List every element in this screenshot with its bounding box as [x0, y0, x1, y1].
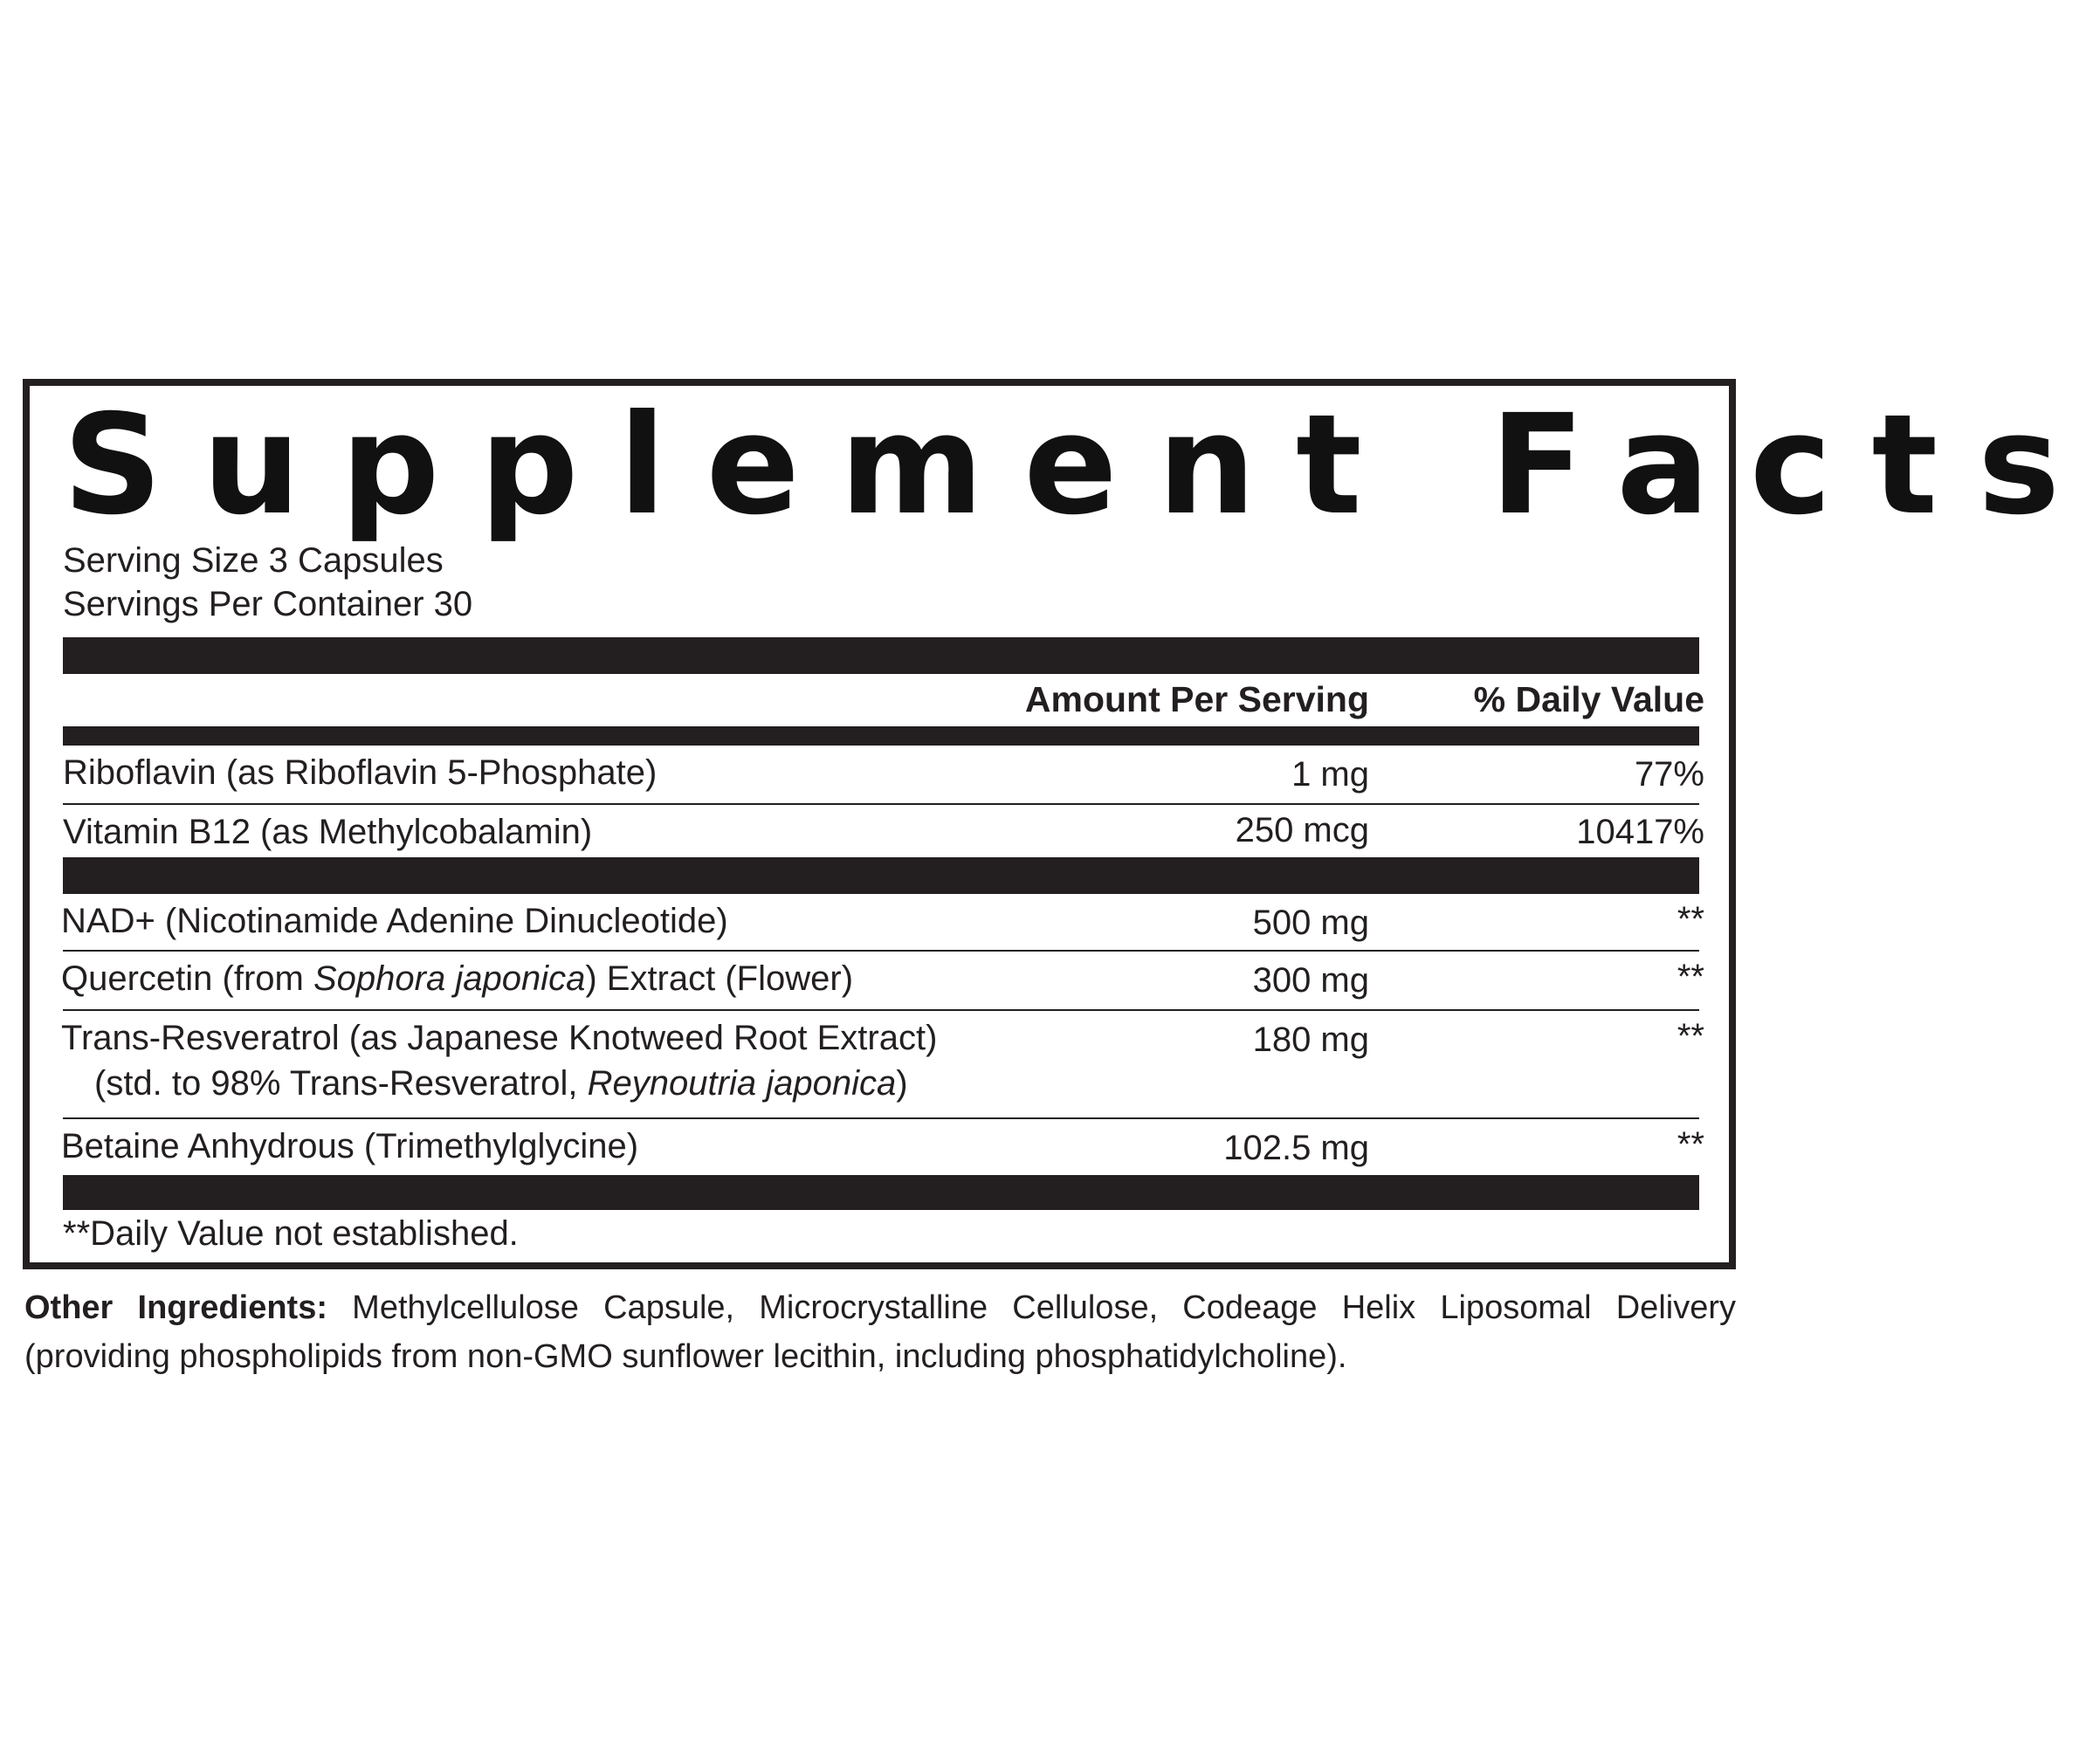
thick-divider [63, 857, 1699, 894]
nutrient-daily-value: 10417% [1576, 813, 1704, 851]
ingredient-daily-value: ** [1677, 1125, 1704, 1164]
ingredient-daily-value: ** [1677, 958, 1704, 996]
nutrient-amount: 250 mcg [1235, 811, 1369, 849]
header-daily-value: % Daily Value [1473, 679, 1704, 719]
thick-divider [63, 1175, 1699, 1210]
ingredient-amount: 500 mg [1252, 904, 1369, 942]
name-part: Quercetin (from [61, 959, 313, 998]
ingredient-name: NAD+ (Nicotinamide Adenine Dinucleotide) [61, 902, 728, 940]
other-ingredients [24, 1283, 1736, 1381]
ingredient-name [61, 957, 853, 1000]
row-divider [63, 1117, 1699, 1119]
botanical-name: Reynoutria japonica [587, 1064, 897, 1103]
thick-divider [63, 637, 1699, 674]
medium-divider [63, 726, 1699, 746]
ingredient-amount: 102.5 mg [1223, 1129, 1369, 1167]
header-amount: Amount Per Serving [1024, 679, 1369, 719]
name-part: ) Extract (Flower) [585, 959, 854, 998]
nutrient-amount: 1 mg [1291, 755, 1369, 794]
servings-per-container: Servings Per Container 30 [63, 585, 473, 623]
ingredient-amount: 300 mg [1252, 961, 1369, 1000]
row-divider [63, 803, 1699, 805]
daily-value-footnote: **Daily Value not established. [63, 1214, 519, 1253]
nutrient-name: Vitamin B12 (as Methylcobalamin) [63, 813, 593, 851]
other-ingredients-label: Other Ingredients: [24, 1289, 327, 1326]
panel-title: Supplement Facts [63, 385, 2100, 546]
botanical-name: Sophora japonica [313, 959, 586, 998]
ingredient-standardization [94, 1062, 908, 1105]
nutrient-daily-value: 77% [1634, 755, 1704, 794]
ingredient-daily-value: ** [1677, 1017, 1704, 1055]
ingredient-amount: 180 mg [1252, 1021, 1369, 1059]
supplement-facts-panel [23, 379, 2100, 1269]
serving-size: Serving Size 3 Capsules [63, 541, 444, 580]
ingredient-name: Betaine Anhydrous (Trimethylglycine) [61, 1127, 639, 1165]
name-part: ) [896, 1064, 908, 1103]
ingredient-name: Trans-Resveratrol (as Japanese Knotweed Root Extract) [61, 1019, 938, 1057]
other-ingredients-text: Methylcellulose Capsule, Microcrystalline Cellulose, Codeage Helix Liposomal Delivery (providing phospholipids from non-GMO sunflower lecithin, including phosphatidylcholine). [24, 1289, 1736, 1375]
ingredient-daily-value: ** [1677, 900, 1704, 938]
nutrient-name: Riboflavin (as Riboflavin 5-Phosphate) [63, 753, 658, 792]
row-divider [63, 950, 1699, 952]
name-part: (std. to 98% Trans-Resveratrol, [94, 1064, 588, 1103]
row-divider [63, 1009, 1699, 1011]
